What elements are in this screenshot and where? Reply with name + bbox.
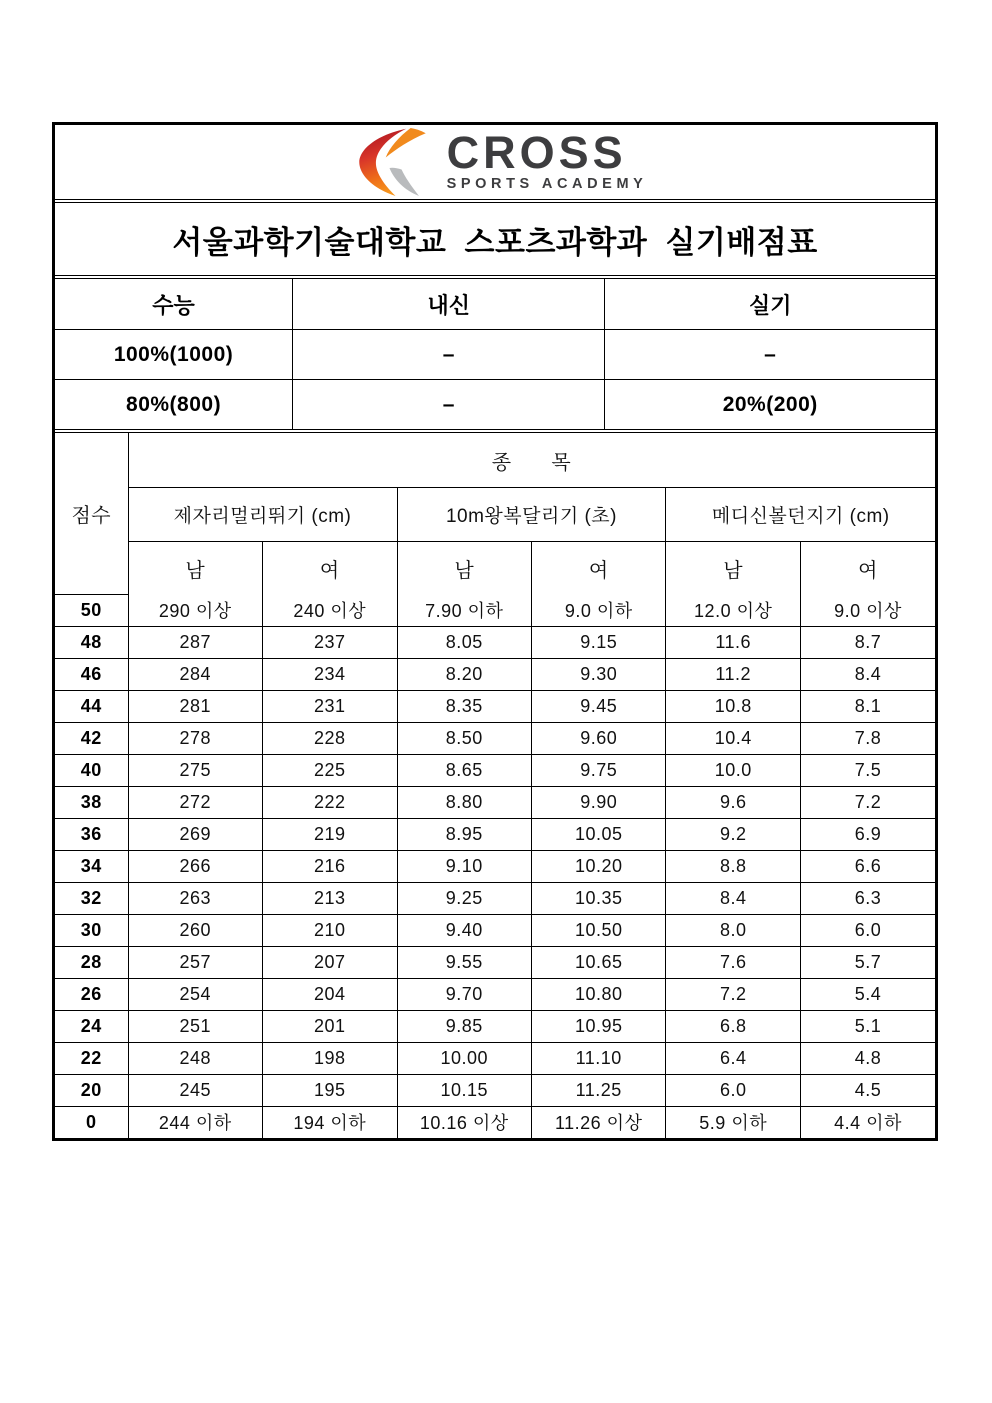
ratio-cell: – xyxy=(293,380,605,430)
record-cell: 9.70 xyxy=(397,978,531,1010)
record-cell: 9.6 xyxy=(666,786,800,818)
record-cell: 237 xyxy=(263,626,397,658)
ratio-cell: 100%(1000) xyxy=(55,330,293,380)
record-cell: 8.20 xyxy=(397,658,531,690)
record-cell: 245 xyxy=(128,1074,262,1106)
score-row xyxy=(55,1010,935,1042)
ratio-cell: 20%(200) xyxy=(605,380,935,430)
score-row xyxy=(55,850,935,882)
record-cell: 257 xyxy=(128,946,262,978)
record-cell: 8.65 xyxy=(397,754,531,786)
score-column-header: 점수 xyxy=(55,433,128,594)
gender-header: 남 xyxy=(397,542,531,595)
score-value: 46 xyxy=(55,658,128,690)
record-cell: 11.6 xyxy=(666,626,800,658)
ratio-header-row xyxy=(55,279,935,330)
record-cell: 9.55 xyxy=(397,946,531,978)
score-row xyxy=(55,690,935,722)
event-header-shuttlerun: 10m왕복달리기 (초) xyxy=(397,488,666,542)
record-cell: 198 xyxy=(263,1042,397,1074)
record-cell: 8.1 xyxy=(800,690,935,722)
record-cell: 10.15 xyxy=(397,1074,531,1106)
gender-header: 여 xyxy=(263,542,397,595)
record-cell: 284 xyxy=(128,658,262,690)
record-cell: 9.85 xyxy=(397,1010,531,1042)
record-cell: 10.16 이상 xyxy=(397,1106,531,1138)
score-section xyxy=(55,432,935,1138)
score-row xyxy=(55,722,935,754)
record-cell: 9.90 xyxy=(531,786,665,818)
record-cell: 10.80 xyxy=(531,978,665,1010)
admission-ratio-table xyxy=(55,279,935,429)
record-cell: 213 xyxy=(263,882,397,914)
record-cell: 225 xyxy=(263,754,397,786)
record-cell: 5.4 xyxy=(800,978,935,1010)
score-value: 40 xyxy=(55,754,128,786)
record-cell: 251 xyxy=(128,1010,262,1042)
record-cell: 228 xyxy=(263,722,397,754)
record-cell: 5.1 xyxy=(800,1010,935,1042)
brand-subtitle: SPORTS ACADEMY xyxy=(446,175,648,192)
score-row xyxy=(55,1074,935,1106)
score-value: 30 xyxy=(55,914,128,946)
record-cell: 10.35 xyxy=(531,882,665,914)
record-cell: 10.50 xyxy=(531,914,665,946)
event-header-row xyxy=(55,488,935,542)
record-cell: 8.05 xyxy=(397,626,531,658)
score-rows xyxy=(55,594,935,1138)
score-value: 28 xyxy=(55,946,128,978)
record-cell: 9.40 xyxy=(397,914,531,946)
record-cell: 216 xyxy=(263,850,397,882)
score-value: 0 xyxy=(55,1106,128,1138)
ratio-cell: – xyxy=(605,330,935,380)
record-cell: 6.0 xyxy=(800,914,935,946)
record-cell: 8.0 xyxy=(666,914,800,946)
record-cell: 207 xyxy=(263,946,397,978)
record-cell: 9.10 xyxy=(397,850,531,882)
score-value: 50 xyxy=(55,594,128,626)
record-cell: 6.6 xyxy=(800,850,935,882)
gender-header: 여 xyxy=(531,542,665,595)
gender-header-row xyxy=(55,542,935,595)
record-cell: 10.00 xyxy=(397,1042,531,1074)
record-cell: 234 xyxy=(263,658,397,690)
record-cell: 6.3 xyxy=(800,882,935,914)
record-cell: 266 xyxy=(128,850,262,882)
document xyxy=(52,122,938,1141)
record-cell: 7.8 xyxy=(800,722,935,754)
record-cell: 7.2 xyxy=(666,978,800,1010)
score-value: 44 xyxy=(55,690,128,722)
ratio-cell: 80%(800) xyxy=(55,380,293,430)
record-cell: 194 이하 xyxy=(263,1106,397,1138)
score-row xyxy=(55,1106,935,1138)
score-value: 34 xyxy=(55,850,128,882)
score-row xyxy=(55,658,935,690)
score-row xyxy=(55,594,935,626)
record-cell: 9.25 xyxy=(397,882,531,914)
record-cell: 11.2 xyxy=(666,658,800,690)
record-cell: 8.50 xyxy=(397,722,531,754)
record-cell: 6.4 xyxy=(666,1042,800,1074)
event-header-medicineball: 메디신볼던지기 (cm) xyxy=(666,488,935,542)
record-cell: 204 xyxy=(263,978,397,1010)
record-cell: 201 xyxy=(263,1010,397,1042)
score-value: 48 xyxy=(55,626,128,658)
score-row xyxy=(55,978,935,1010)
record-cell: 8.8 xyxy=(666,850,800,882)
score-row xyxy=(55,1042,935,1074)
record-cell: 210 xyxy=(263,914,397,946)
score-value: 24 xyxy=(55,1010,128,1042)
score-value: 36 xyxy=(55,818,128,850)
record-cell: 244 이하 xyxy=(128,1106,262,1138)
record-cell: 10.8 xyxy=(666,690,800,722)
record-cell: 222 xyxy=(263,786,397,818)
record-cell: 9.0 이하 xyxy=(531,594,665,626)
record-cell: 275 xyxy=(128,754,262,786)
ratio-section xyxy=(55,278,935,430)
record-cell: 9.2 xyxy=(666,818,800,850)
record-cell: 5.7 xyxy=(800,946,935,978)
record-cell: 269 xyxy=(128,818,262,850)
record-cell: 8.4 xyxy=(800,658,935,690)
event-header-longjump: 제자리멀리뛰기 (cm) xyxy=(128,488,397,542)
record-cell: 272 xyxy=(128,786,262,818)
record-cell: 248 xyxy=(128,1042,262,1074)
score-value: 20 xyxy=(55,1074,128,1106)
record-cell: 9.75 xyxy=(531,754,665,786)
record-cell: 9.15 xyxy=(531,626,665,658)
record-cell: 6.8 xyxy=(666,1010,800,1042)
score-value: 32 xyxy=(55,882,128,914)
record-cell: 11.26 이상 xyxy=(531,1106,665,1138)
brand-block xyxy=(446,127,648,192)
record-cell: 6.9 xyxy=(800,818,935,850)
record-cell: 4.5 xyxy=(800,1074,935,1106)
record-cell: 8.4 xyxy=(666,882,800,914)
ratio-row xyxy=(55,330,935,380)
score-row xyxy=(55,914,935,946)
score-value: 26 xyxy=(55,978,128,1010)
record-cell: 278 xyxy=(128,722,262,754)
record-cell: 7.90 이하 xyxy=(397,594,531,626)
ratio-cell: – xyxy=(293,330,605,380)
score-row xyxy=(55,818,935,850)
record-cell: 12.0 이상 xyxy=(666,594,800,626)
record-cell: 9.60 xyxy=(531,722,665,754)
record-cell: 10.20 xyxy=(531,850,665,882)
gender-header: 남 xyxy=(666,542,800,595)
record-cell: 8.35 xyxy=(397,690,531,722)
ratio-header-suneung: 수능 xyxy=(55,279,293,330)
score-value: 38 xyxy=(55,786,128,818)
ratio-header-silgi: 실기 xyxy=(605,279,935,330)
gender-header: 남 xyxy=(128,542,262,595)
record-cell: 10.95 xyxy=(531,1010,665,1042)
category-header: 종 목 xyxy=(128,433,935,488)
record-cell: 240 이상 xyxy=(263,594,397,626)
record-cell: 263 xyxy=(128,882,262,914)
record-cell: 8.80 xyxy=(397,786,531,818)
record-cell: 7.2 xyxy=(800,786,935,818)
record-cell: 4.8 xyxy=(800,1042,935,1074)
score-value: 42 xyxy=(55,722,128,754)
record-cell: 6.0 xyxy=(666,1074,800,1106)
record-cell: 11.10 xyxy=(531,1042,665,1074)
record-cell: 287 xyxy=(128,626,262,658)
cross-x-logo-icon xyxy=(343,128,439,196)
record-cell: 219 xyxy=(263,818,397,850)
score-row xyxy=(55,786,935,818)
record-cell: 7.5 xyxy=(800,754,935,786)
ratio-row xyxy=(55,380,935,430)
page-title: 서울과학기술대학교 스포츠과학과 실기배점표 xyxy=(55,202,935,276)
record-cell: 8.95 xyxy=(397,818,531,850)
record-cell: 5.9 이하 xyxy=(666,1106,800,1138)
record-cell: 10.4 xyxy=(666,722,800,754)
record-cell: 7.6 xyxy=(666,946,800,978)
record-cell: 195 xyxy=(263,1074,397,1106)
score-row xyxy=(55,754,935,786)
record-cell: 10.65 xyxy=(531,946,665,978)
record-cell: 9.0 이상 xyxy=(800,594,935,626)
record-cell: 231 xyxy=(263,690,397,722)
ratio-header-naesin: 내신 xyxy=(293,279,605,330)
record-cell: 8.7 xyxy=(800,626,935,658)
record-cell: 254 xyxy=(128,978,262,1010)
score-row xyxy=(55,882,935,914)
record-cell: 9.30 xyxy=(531,658,665,690)
record-cell: 290 이상 xyxy=(128,594,262,626)
record-cell: 4.4 이하 xyxy=(800,1106,935,1138)
logo-section xyxy=(55,125,935,200)
score-table xyxy=(55,433,935,1138)
record-cell: 11.25 xyxy=(531,1074,665,1106)
record-cell: 10.05 xyxy=(531,818,665,850)
score-value: 22 xyxy=(55,1042,128,1074)
score-row xyxy=(55,946,935,978)
record-cell: 260 xyxy=(128,914,262,946)
record-cell: 281 xyxy=(128,690,262,722)
record-cell: 9.45 xyxy=(531,690,665,722)
brand-name: CROSS xyxy=(446,127,627,179)
category-header-row xyxy=(55,433,935,488)
score-row xyxy=(55,626,935,658)
gender-header: 여 xyxy=(800,542,935,595)
record-cell: 10.0 xyxy=(666,754,800,786)
